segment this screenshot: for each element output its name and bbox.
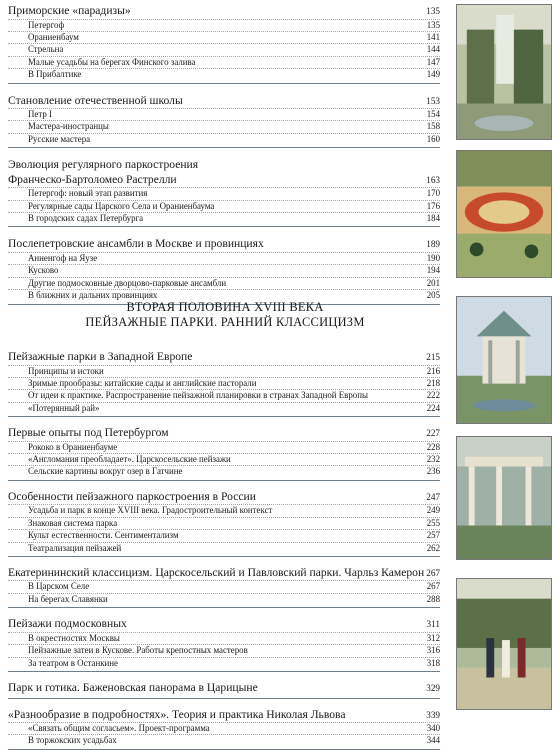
section-page: 163: [426, 174, 440, 185]
entry-title: Петергоф: новый этап развития: [28, 188, 148, 199]
toc-section: [8, 4, 440, 84]
toc-entry: [8, 389, 440, 401]
entry-title: В Царском Селе: [28, 581, 90, 592]
toc-section: [8, 426, 440, 481]
toc-entry: [8, 365, 440, 377]
section-page: 339: [426, 709, 440, 720]
entry-page: 170: [426, 188, 440, 199]
toc-entry: [8, 734, 440, 746]
entry-page: 147: [426, 56, 440, 67]
entry-title: Усадьба и парк в конце XVIII века. Градостроительный контекст: [28, 505, 273, 516]
table-of-contents: [8, 4, 440, 305]
toc-entry: [8, 593, 440, 605]
section-heading: «Разнообразие в подробностях». Теория и практика Николая Львова: [8, 707, 346, 721]
illustration-garden-figures: [456, 150, 552, 278]
section-heading: Эволюция регулярного паркостроения: [8, 158, 199, 172]
entry-page: 222: [426, 390, 440, 401]
entry-title: Петергоф: [28, 19, 65, 30]
section-heading: Пейзажи подмосковных: [8, 617, 127, 631]
part-title-line-1: ВТОРАЯ ПОЛОВИНА XVIII ВЕКА: [126, 300, 324, 314]
section-page: 189: [426, 239, 440, 250]
toc-entry: [8, 377, 440, 389]
entry-title: Стрельна: [28, 44, 64, 55]
section-heading-row: [8, 490, 440, 505]
toc-entry: [8, 517, 440, 529]
entry-page: 236: [426, 466, 440, 477]
toc-section: [8, 237, 440, 304]
entry-page: 205: [426, 290, 440, 301]
entry-page: 184: [426, 213, 440, 224]
entry-page: 340: [426, 723, 440, 733]
entry-title: Кусково: [28, 265, 59, 276]
toc-section: [8, 681, 440, 699]
entry-title: Мастера-иностранцы: [28, 121, 109, 132]
section-heading-row: [8, 94, 440, 109]
entry-title: В окрестностях Москвы: [28, 632, 120, 643]
illustration-park-promenade: [456, 578, 552, 710]
entry-page: 194: [426, 265, 440, 276]
entry-title: В торжокских усадьбах: [28, 735, 117, 746]
entry-page: 288: [426, 593, 440, 604]
section-heading-row: [8, 173, 440, 188]
entry-title: На берегах Славянки: [28, 593, 108, 604]
toc-entry: [8, 504, 440, 516]
toc-entry: [8, 542, 440, 554]
section-heading: Становление отечественной школы: [8, 93, 183, 107]
toc-section: [8, 350, 440, 417]
entry-title: Ораниенбаум: [28, 31, 79, 42]
toc-entry: [8, 644, 440, 656]
toc-entry: [8, 252, 440, 264]
illustration-cascade-fountain: [456, 4, 552, 140]
toc-entry: [8, 108, 440, 120]
section-heading: Екатерининский классицизм. Царскосельский и Павловский парки. Чарльз Камерон: [8, 565, 425, 579]
entry-page: 176: [426, 200, 440, 211]
entry-title: Другие подмосковные дворцово-парковые ансамбли: [28, 277, 227, 288]
toc-entry: [8, 187, 440, 199]
toc-entry: [8, 277, 440, 289]
section-heading-row: [8, 426, 440, 441]
entry-page: 149: [426, 69, 440, 80]
entry-page: 216: [426, 365, 440, 376]
entry-title: Культ естественности. Сентиментализм: [28, 530, 179, 541]
entry-page: 344: [426, 735, 440, 746]
section-heading-row: [8, 708, 440, 723]
entry-page: 218: [426, 377, 440, 388]
entry-page: 262: [426, 542, 440, 553]
entry-page: 154: [426, 109, 440, 120]
entry-page: 141: [426, 31, 440, 42]
section-heading: Особенности пейзажного паркостроения в России: [8, 489, 256, 503]
toc-section: [8, 708, 440, 750]
toc-section: [8, 158, 440, 227]
part-title: [60, 300, 390, 330]
section-heading-line-2: Франческо-Бартоломео Растрелли: [8, 172, 177, 186]
section-heading-row: [8, 617, 440, 632]
toc-entry: [8, 657, 440, 669]
entry-page: 316: [426, 645, 440, 656]
toc-entry: [8, 200, 440, 212]
toc-entry: [8, 441, 440, 453]
entry-title: «Англомания преобладает». Царскосельские пейзажи: [28, 454, 231, 465]
toc-entry: [8, 453, 440, 465]
toc-section: [8, 94, 440, 149]
entry-title: За театром в Останкине: [28, 657, 118, 668]
entry-page: 257: [426, 530, 440, 541]
entry-title: Петр I: [28, 109, 52, 120]
toc-entry: [8, 264, 440, 276]
toc-entry: [8, 19, 440, 31]
section-heading-row: [8, 158, 440, 173]
entry-page: 267: [426, 581, 440, 592]
entry-title: В ближних и дальних провинциях: [28, 290, 158, 301]
entry-title: «Потерянный рай»: [28, 402, 100, 413]
entry-title: Театрализация пейзажей: [28, 542, 122, 553]
part-title-line-2: ПЕЙЗАЖНЫЕ ПАРКИ. РАННИЙ КЛАССИЦИЗМ: [85, 315, 365, 329]
section-heading: Послепетровские ансамбли в Москве и провинциях: [8, 237, 264, 251]
section-page: 329: [426, 683, 440, 693]
toc-section: [8, 617, 440, 672]
toc-entry: [8, 465, 440, 477]
toc-entry: [8, 133, 440, 145]
section-heading-row: [8, 681, 440, 696]
toc-section: [8, 490, 440, 557]
section-page: 215: [426, 352, 440, 362]
toc-entry: [8, 580, 440, 592]
entry-title: Малые усадьбы на берегах Финского залива: [28, 56, 196, 67]
toc-entry: [8, 402, 440, 414]
toc-entry: [8, 529, 440, 541]
entry-title: Рококо в Ораниенбауме: [28, 441, 118, 452]
entry-page: 228: [426, 441, 440, 452]
toc-part-2: [8, 350, 440, 750]
section-page: 247: [426, 491, 440, 502]
entry-page: 232: [426, 454, 440, 465]
illustration-colonnade: [456, 436, 552, 560]
entry-title: «Связать общим согласьем». Проект-программа: [28, 723, 210, 733]
section-page: 267: [426, 567, 440, 578]
entry-page: 144: [426, 44, 440, 55]
entry-page: 249: [426, 505, 440, 516]
entry-page: 255: [426, 517, 440, 528]
entry-title: Знаковая система парка: [28, 517, 118, 528]
toc-entry: [8, 212, 440, 224]
entry-title: Регулярные сады Царского Села и Ораниенбаума: [28, 200, 215, 211]
illustration-chinese-pavilion: [456, 296, 552, 424]
section-page: 153: [426, 95, 440, 106]
entry-title: Зримые прообразы: китайские сады и английские пасторали: [28, 377, 257, 388]
entry-title: Сельские картины вокруг озер в Гатчине: [28, 466, 183, 477]
toc-entry: [8, 722, 440, 734]
toc-entry: [8, 43, 440, 55]
entry-page: 158: [426, 121, 440, 132]
section-page: 135: [426, 6, 440, 16]
section-heading-row: [8, 237, 440, 252]
table-of-contents-part-2: [8, 350, 440, 750]
entry-page: 224: [426, 402, 440, 413]
entry-title: Анненгоф на Яузе: [28, 252, 98, 263]
toc-entry: [8, 68, 440, 80]
section-heading: Пейзажные парки в Западной Европе: [8, 350, 193, 363]
toc-entry: [8, 632, 440, 644]
entry-title: Русские мастера: [28, 133, 91, 144]
section-heading-row: [8, 4, 440, 19]
entry-page: 135: [426, 19, 440, 30]
section-heading: Приморские «парадизы»: [8, 4, 131, 17]
entry-page: 190: [426, 252, 440, 263]
toc-section: [8, 566, 440, 608]
section-heading: Парк и готика. Баженовская панорама в Царицыне: [8, 681, 258, 694]
section-page: 227: [426, 428, 440, 439]
entry-page: 312: [426, 632, 440, 643]
toc-entry: [8, 31, 440, 43]
entry-page: 160: [426, 133, 440, 144]
section-heading: Первые опыты под Петербургом: [8, 426, 169, 440]
section-heading-row: [8, 566, 440, 581]
entry-title: В Прибалтике: [28, 69, 82, 80]
entry-title: В городских садах Петербурга: [28, 213, 144, 224]
toc-entry: [8, 120, 440, 132]
entry-title: Принципы и истоки: [28, 365, 104, 376]
entry-title: Пейзажные затеи в Кускове. Работы крепостных мастеров: [28, 645, 248, 656]
entry-page: 201: [426, 277, 440, 288]
toc-part-1: [8, 4, 440, 305]
toc-entry: [8, 56, 440, 68]
section-heading-row: [8, 350, 440, 365]
section-page: 311: [426, 619, 440, 630]
entry-title: От идеи к практике. Распространение пейзажной планировки в странах Западной Европы: [28, 390, 368, 401]
entry-page: 318: [426, 657, 440, 668]
